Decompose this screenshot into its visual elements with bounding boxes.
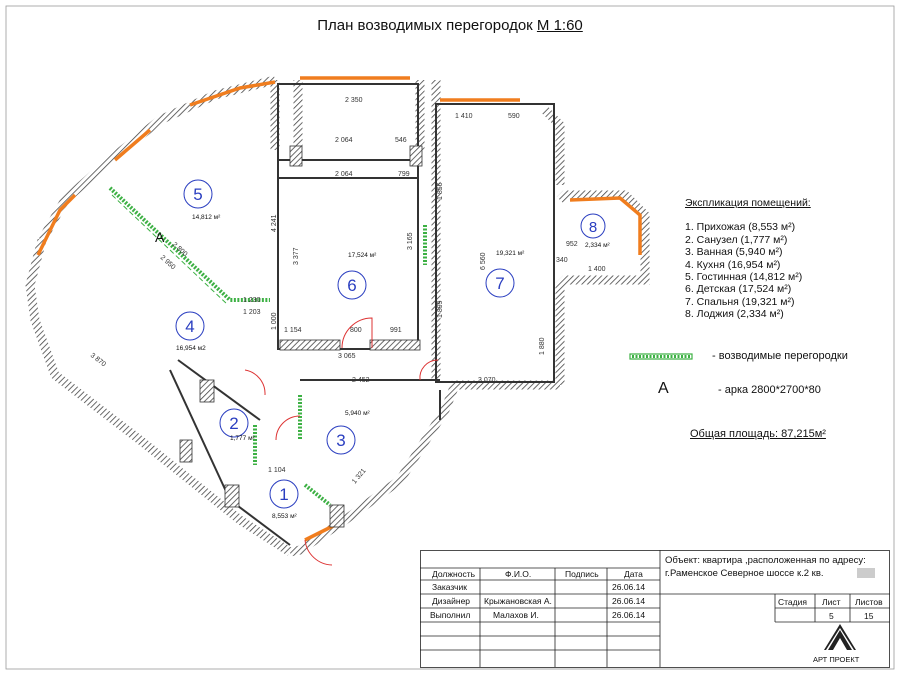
exterior-walls (30, 80, 645, 552)
room-7-area: 19,321 м² (496, 250, 525, 257)
stamp-header-date: Дата (624, 569, 643, 579)
dim-26: 1 400 (588, 266, 606, 273)
dim-28: 952 (566, 241, 578, 248)
dim-12: 991 (390, 327, 402, 334)
stamp-sheets-value: 15 (864, 611, 874, 621)
title-text: План возводимых перегородок (317, 17, 533, 34)
stamp-header-role: Должность (432, 569, 476, 579)
stamp-header-sign: Подпись (565, 569, 599, 579)
stamp-name-executor: Малахов И. (493, 610, 539, 620)
title-scale: М 1:60 (536, 17, 583, 34)
dim-19: 1 321 (351, 467, 368, 486)
dim-25: 1 880 (539, 337, 546, 355)
dim-31: 3 870 (88, 352, 107, 369)
dim-30: 2 950 (158, 254, 177, 272)
company-logo-icon (824, 624, 856, 650)
dim-6: 1 410 (455, 113, 473, 120)
total-area: Общая площадь: 87,215м² (690, 428, 826, 440)
arch-mark: A (155, 229, 165, 245)
dim-9: 3 165 (407, 232, 414, 250)
company-name: АРТ ПРОЕКТ (813, 655, 860, 664)
dim-27: 340 (556, 257, 568, 264)
stamp-role-executor: Выполнил (430, 610, 471, 620)
stamp-sheet-label: Лист (822, 597, 841, 607)
explication-heading: Экспликация помещений: (685, 197, 811, 209)
stamp-stage-label: Стадия (778, 597, 807, 607)
stamp-object-line2: г.Раменское Северное шоссе к.2 кв. (665, 568, 824, 579)
room-1-number: 1 (279, 485, 289, 504)
dim-2: 2 064 (335, 137, 353, 144)
room-3-number: 3 (336, 431, 346, 450)
dim-17: 1 203 (243, 309, 261, 316)
dim-11: 800 (350, 327, 362, 334)
room-2-area: 1,777 м² (230, 435, 255, 442)
dim-13: 3 065 (338, 353, 356, 360)
dim-1: 2 350 (345, 97, 363, 104)
room-4-area: 16,954 м2 (176, 345, 206, 352)
room-8-number: 8 (588, 219, 598, 236)
room-3-area: 5,940 м² (345, 410, 370, 417)
room-1-area: 8,553 м² (272, 513, 297, 520)
dim-21: 4 241 (271, 214, 278, 232)
stamp-name-designer: Крыжановская А. (484, 596, 552, 606)
redacted-apartment (857, 568, 875, 578)
stamp-sheets-label: Листов (855, 597, 883, 607)
dim-7: 590 (508, 113, 520, 120)
room-2-number: 2 (229, 414, 239, 433)
legend-partitions: - возводимые перегородки (712, 350, 848, 362)
stamp-object-line1: Объект: квартира ,расположенная по адресу: (665, 555, 866, 566)
dim-22: 1 856 (437, 182, 444, 200)
windows (38, 78, 640, 540)
title-block (420, 550, 890, 668)
dim-5: 799 (398, 171, 410, 178)
room-5-number: 5 (193, 185, 203, 204)
explication-item: 2. Санузел (1,777 м²) (685, 233, 788, 246)
dim-4: 2 064 (335, 171, 353, 178)
room-6-area: 17,524 м² (348, 252, 377, 259)
arch-line (112, 195, 228, 305)
legend-arch: - арка 2800*2700*80 (718, 384, 821, 396)
stamp-sheet-value: 5 (829, 611, 834, 621)
stamp-date-designer: 26.06.14 (612, 596, 646, 606)
legend-arch-letter: A (658, 380, 669, 397)
explication-item: 6. Детская (17,524 м²) (685, 283, 792, 296)
dim-20: 1 000 (271, 312, 278, 330)
dim-15: 3 070 (478, 377, 496, 384)
explication-item: 3. Ванная (5,940 м²) (685, 246, 783, 259)
room-7-number: 7 (495, 274, 505, 293)
dim-16: 1 230 (243, 297, 261, 304)
stamp-date-customer: 26.06.14 (612, 582, 646, 592)
dim-3: 546 (395, 137, 407, 144)
stamp-date-executor: 26.06.14 (612, 610, 646, 620)
room-4-number: 4 (185, 317, 195, 336)
room-8-area: 2,334 м² (585, 242, 610, 249)
dim-23: 1 899 (437, 300, 444, 318)
explication-item: 7. Спальня (19,321 м²) (685, 295, 795, 308)
dim-18: 1 104 (268, 467, 286, 474)
dim-29: 2 800 (170, 241, 189, 259)
stamp-header-name: Ф.И.О. (505, 569, 532, 579)
explication-item: 8. Лоджия (2,334 м²) (685, 308, 784, 321)
stamp-role-designer: Дизайнер (432, 596, 471, 606)
dim-8: 3 377 (293, 247, 300, 265)
explication-item: 5. Гостинная (14,812 м²) (685, 271, 803, 284)
room-6-number: 6 (347, 276, 357, 295)
dim-24: 6 560 (480, 252, 487, 270)
explication-item: 4. Кухня (16,954 м²) (685, 258, 781, 271)
room-5-area: 14,812 м² (192, 214, 221, 221)
stamp-role-customer: Заказчик (432, 582, 467, 592)
dim-10: 1 154 (284, 327, 302, 334)
explication-item: 1. Прихожая (8,553 м²) (685, 221, 796, 234)
dim-14: 2 452 (352, 377, 370, 384)
explication (685, 197, 811, 321)
